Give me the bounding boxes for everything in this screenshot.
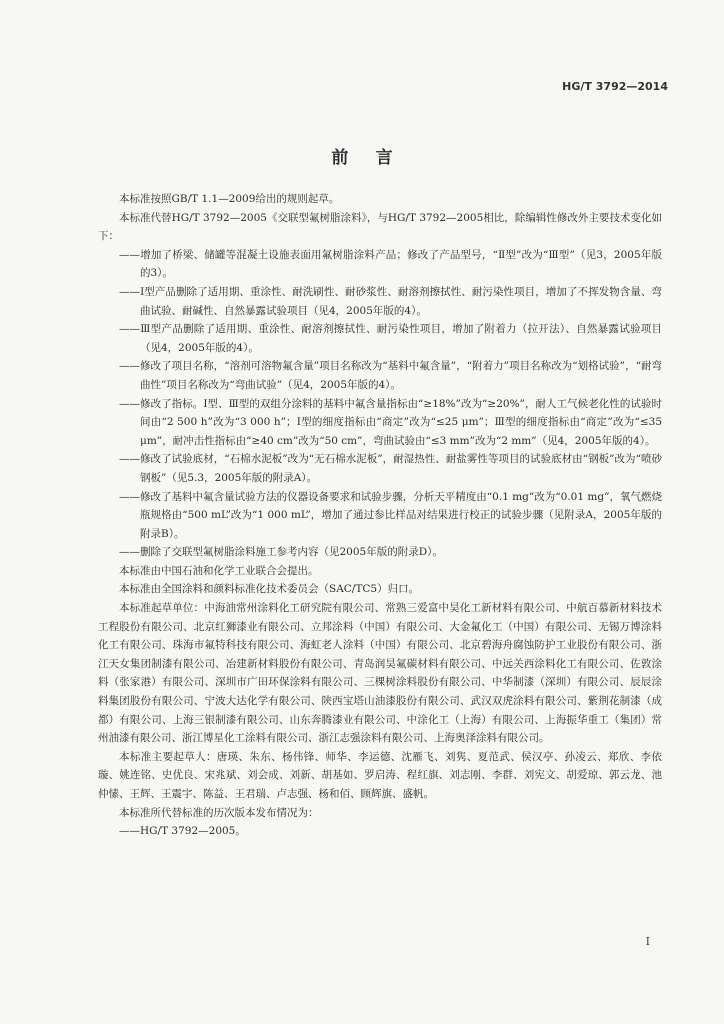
page-title: 前言 [331, 148, 420, 168]
paragraph-replacement: 本标准代替HG/T 3792—2005《交联型氟树脂涂料》，与HG/T 3792—2005相比，除编辑性修改外主要技术变化如下： [98, 211, 662, 243]
change-item: ——增加了桥梁、储罐等混凝土设施表面用氟树脂涂料产品；修改了产品型号，“Ⅱ型”改为“Ⅲ型”（见3，2005年版的3）。 [119, 248, 662, 280]
standard-code: HG/T 3792—2014 [562, 80, 668, 93]
change-item: ——删除了交联型氟树脂涂料施工参考内容（见2005年版的附录D）。 [119, 546, 443, 559]
paragraph-drafters: 本标准主要起草人：唐瑛、朱东、杨伟锋、师华、李运德、沈雁飞、刘隽、夏范武、侯汉亭、孙凌云、郑欣、李依璇、姚连铭、史优良、宋兆斌、刘会成、刘新、胡基如、罗启涛、程红旗、刘志刚、李群、刘宪文、胡爱琼、郭云龙、池仲愫、王辉、王震宇、陈益、王君瑞、卢志强、杨和佰、顾辉旗、盛帆。 [98, 750, 662, 800]
change-item: ——Ⅲ型产品删除了适用期、重涂性、耐溶剂擦拭性、耐污染性项目，增加了附着力（拉开法）、自然暴露试验项目（见4，2005年版的4）。 [119, 323, 662, 354]
change-item: ——修改了指标。Ⅰ型、Ⅲ型的双组分涂料的基料中氟含量指标由“≥18%”改为“≥20%”，耐人工气候老化性的试验时间由“2 500 h”改为“3 000 h”；Ⅰ型的细度指标由“商定”改为“≤25 μm”；Ⅲ型的细度指标由“商定”改为“≤35 μm”，耐冲击性指标由“≥40 cm”改为“50 cm”，弯曲试验由“≤3 mm”改为“2 mm”（见4，2005年版的4）。 [119, 397, 662, 447]
paragraph-history: 本标准所代替标准的历次版本发布情况为： [119, 806, 319, 819]
change-item: ——修改了项目名称，“溶剂可溶物氟含量”项目名称改为“基料中氟含量”，“附着力”项目名称改为“划格试验”，“耐弯曲性”项目名称改为“弯曲试验”（见4，2005年版的4）。 [119, 360, 662, 391]
paragraph-drafting-rules: 本标准按照GB/T 1.1—2009给出的规则起草。 [119, 193, 340, 205]
paragraph-committee: 本标准由全国涂料和颜料标准化技术委员会（SAC/TC5）归口。 [119, 583, 420, 596]
paragraph-drafting-units: 本标准起草单位：中海油常州涂料化工研究院有限公司、常熟三爱富中昊化工新材料有限公司、中航百慕新材料技术工程股份有限公司、北京红狮漆业有限公司、立邦涂料（中国）有限公司、大金氟化工（中国）有限公司、无锡万博涂料化工有限公司、珠海市氟特科技有限公司、海虹老人涂料（中国）有限公司、北京碧海舟腐蚀防护工业股份有限公司、浙江天女集团制漆有限公司、冶建新材料股份有限公司、青岛润昊氟碳材料有限公司、中远关西涂料化工有限公司、佐敦涂料（张家港）有限公司、深圳市广田环保涂料有限公司、三棵树涂料股份有限公司、中华制漆（深圳）有限公司、辰辰涂料集团股份有限公司、宁波大达化学有限公司、陕西宝塔山油漆股份有限公司、武汉双虎涂料有限公司、紫荆花制漆（成都）有限公司、上海三银制漆有限公司、山东奔腾漆业有限公司、中涂化工（上海）有限公司、上海振华重工（集团）常州油漆有限公司、浙江博星化工涂料有限公司、浙江志强涂料有限公司、上海奥泽涂料有限公司。 [98, 602, 662, 745]
change-item: ——Ⅰ型产品删除了适用期、重涂性、耐洗刷性、耐砂浆性、耐溶剂擦拭性、耐污染性项目，增加了不挥发物含量、弯曲试验、耐碱性、自然暴露试验项目（见4，2005年版的4）。 [119, 285, 662, 317]
document-body [98, 190, 662, 841]
history-item: ——HG/T 3792—2005。 [119, 825, 246, 838]
paragraph-proposer: 本标准由中国石油和化学工业联合会提出。 [119, 564, 319, 577]
change-item: ——修改了试验底材，“石棉水泥板”改为“无石棉水泥板”，耐湿热性、耐盐雾性等项目的试验底材由“钢板”改为“喷砂钢板”（见5.3，2005年版的附录A）。 [119, 453, 662, 484]
page-number: I [645, 935, 650, 948]
change-item: ——修改了基料中氟含量试验方法的仪器设备要求和试验步骤，分析天平精度由“0.1 mg”改为“0.01 mg”，氧气燃烧瓶规格由“500 mL”改为“1 000 mL”，增加了通过参比样品对结果进行校正的试验步骤（见附录A，2005年版的附录B）。 [119, 490, 662, 540]
